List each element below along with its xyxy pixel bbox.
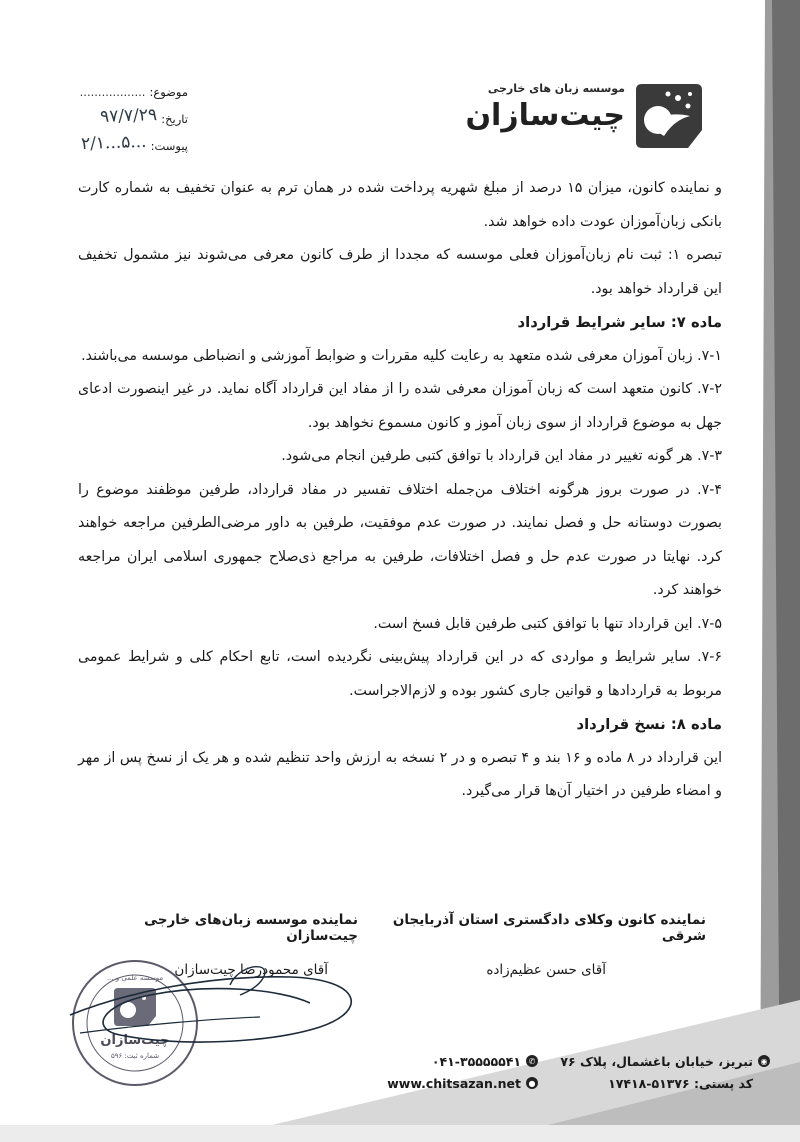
article-7-heading: ماده ۷: سایر شرایط قرارداد bbox=[517, 314, 722, 331]
brand-name: چیت‌سازان bbox=[465, 98, 625, 133]
signatory-name: آقای حسن عظیم‌زاده bbox=[486, 962, 606, 978]
address-text: تبریز، خیابان باغشمال، پلاک ۷۶ bbox=[560, 1053, 753, 1069]
document-meta bbox=[28, 72, 188, 153]
date-label: تاریخ: bbox=[161, 112, 188, 126]
subject-value: .................. bbox=[79, 85, 146, 99]
handwritten-signature-icon bbox=[60, 955, 380, 1055]
attachment-row bbox=[28, 126, 188, 153]
signatory-title: نماینده موسسه زبان‌های خارجی چیت‌سازان bbox=[144, 912, 358, 944]
chitsazan-logo-icon bbox=[634, 80, 704, 152]
subject-label: موضوع: bbox=[149, 85, 188, 99]
address-row bbox=[560, 1050, 770, 1072]
phone-icon: ✆ bbox=[526, 1055, 538, 1067]
signatory-title: نماینده کانون وکلای دادگستری استان آذربایجان شرقی bbox=[392, 912, 706, 944]
footer-address bbox=[560, 1050, 770, 1094]
clause-8: این قرارداد در ۸ ماده و ۱۶ بند و ۴ تبصره و در ۲ نسخه به ارزش واحد تنظیم شده و هر یک از نسخ پس از مهر و امضاء طرفین در اختیار آن‌ها قرار می‌گیرد. bbox=[78, 749, 723, 799]
attachment-value: ۲/۱...۵... bbox=[80, 131, 147, 155]
footer-contacts bbox=[378, 1050, 538, 1094]
contract-body bbox=[78, 172, 722, 809]
clause-7-2: ۷-۲. کانون متعهد است که زبان آموزان معرفی شده را از مفاد این قرارداد آگاه نماید. در غیر اینصورت ادعای جهل به موضوع قرارداد از سوی زبان آموز و کانون مسموع نخواهد بود. bbox=[78, 381, 722, 431]
clause-7-5: ۷-۵. این قرارداد تنها با توافق کتبی طرفین قابل فسخ است. bbox=[373, 615, 722, 632]
stamp-registration: شماره ثبت: ۵۹۶ bbox=[110, 1052, 160, 1060]
note-1: تبصره ۱: ثبت نام زبان‌آموزان فعلی موسسه که مجددا از طرف کانون معرفی می‌شوند نیز مشمول تخفیف این قرارداد خواهد بود. bbox=[78, 247, 722, 297]
brand-subtitle: موسسه زبان های خارجی bbox=[487, 82, 625, 95]
signatory-name: آقای محمودرضا چیت‌سازان bbox=[174, 962, 328, 978]
clause-7-3: ۷-۳. هر گونه تغییر در مفاد این قرارداد با توافق کتبی طرفین انجام می‌شود. bbox=[281, 448, 722, 464]
paragraph-discount: و نماینده کانون، میزان ۱۵ درصد از مبلغ شهریه پرداخت شده در همان ترم به عنوان تخفیف به شماره کارت بانکی زبان‌آموزان عودت داده خواهد شد. bbox=[78, 180, 722, 230]
signature-block-bar-association bbox=[388, 912, 706, 978]
clause-7-4: ۷-۴. در صورت بروز هرگونه اختلاف من‌جمله اختلاف تفسیر در مفاد قرارداد، طرفین موظفند موضوع را بصورت دوستانه حل و فصل نمایند. در صورت عدم موفقیت، طرفین به داور مرضی‌الطرفین مراجعه خواهند کرد. نهایتا در صورت عدم حل و فصل اختلافات، طرفین به مراجع ذی‌صلاح جمهوری اسلامی ایران مراجعه خواهند کرد. bbox=[78, 481, 722, 598]
subject-row bbox=[28, 72, 188, 99]
stamp-name: چیت‌سازان bbox=[100, 1033, 170, 1048]
postal-row bbox=[560, 1072, 770, 1094]
stamp-top-text: موسسه علمی و ... bbox=[106, 974, 164, 982]
location-icon: ◉ bbox=[758, 1055, 770, 1067]
website-link[interactable]: www.chitsazan.net bbox=[387, 1075, 521, 1091]
article-8-heading: ماده ۸: نسخ قرارداد bbox=[576, 716, 722, 733]
clause-7-1: ۷-۱. زبان آموزان معرفی شده متعهد به رعایت کلیه مقررات و ضوابط آموزشی و انضباطی موسسه می‌باشند. bbox=[81, 347, 722, 364]
date-row bbox=[28, 99, 188, 126]
postal-code: کد پستی: ۵۱۳۷۶-۱۷۴۱۸ bbox=[608, 1075, 753, 1091]
clause-7-6: ۷-۶. سایر شرایط و مواردی که در این قرارداد پیش‌بینی نگردیده است، تابع احکام کلی و شرایط عمومی مربوط به قراردادها و قوانین جاری کشور بوده و لازم‌الاجراست. bbox=[78, 649, 722, 699]
attachment-label: پیوست: bbox=[150, 139, 188, 153]
phone-row bbox=[378, 1050, 538, 1072]
globe-icon: ● bbox=[526, 1077, 538, 1089]
date-value: ۹۷/۷/۲۹ bbox=[99, 105, 158, 127]
phone-number: ۰۴۱-۳۵۵۵۵۵۴۱ bbox=[431, 1053, 521, 1069]
website-row bbox=[378, 1072, 538, 1094]
